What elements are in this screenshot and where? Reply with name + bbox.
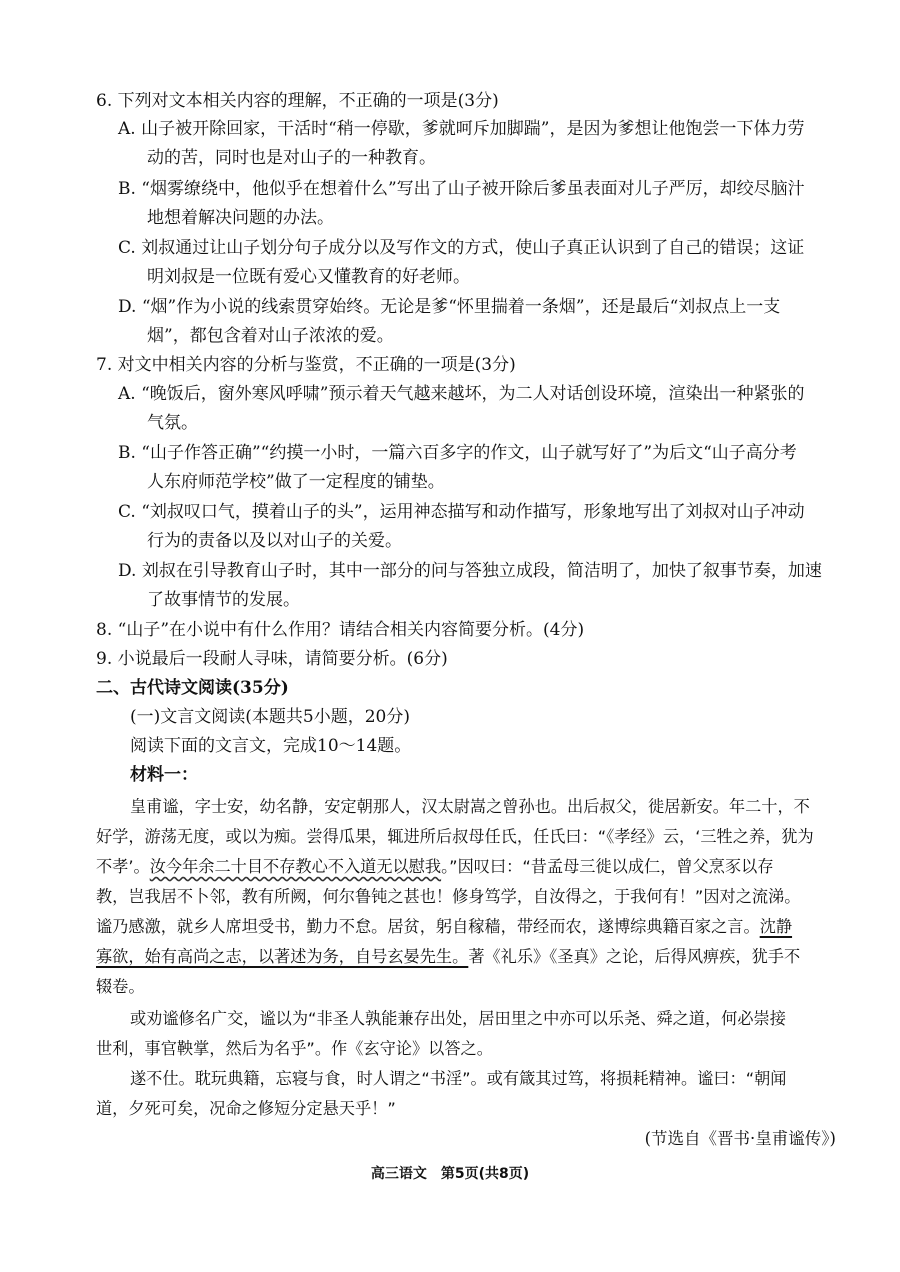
passage-p2-line1: 或劝谧修名广交，谧以为“非圣人孰能兼存出处，居田里之中亦可以乐尧、舜之道，何必崇接 bbox=[130, 1009, 786, 1028]
q6-option-a-line2: 动的苦，同时也是对山子的一种教育。 bbox=[147, 148, 436, 168]
q6-option-a-line1: A. 山子被开除回家，干活时“稍一停歇，爹就呵斥加脚踹”，是因为爹想让他饱尝一下体力劳 bbox=[118, 119, 805, 139]
passage-source: (节选自《晋书·皇甫谧传》) bbox=[644, 1129, 836, 1148]
q7-option-b-line2: 人东府师范学校”做了一定程度的铺垫。 bbox=[147, 472, 445, 492]
passage-p1-line3 bbox=[96, 856, 774, 878]
q6-option-b-line2: 地想着解决问题的办法。 bbox=[147, 208, 334, 228]
passage-text: 。”因叹曰：“昔孟母三徙以成仁，曾父烹豕以存 bbox=[441, 857, 774, 876]
q7-option-c-line2: 行为的责备以及以对山子的关爱。 bbox=[147, 531, 402, 551]
passage-p3-line2: 道，夕死可矣，况命之修短分定悬天乎！” bbox=[96, 1099, 396, 1118]
material-1-label: 材料一： bbox=[130, 765, 198, 785]
passage-p1-line1: 皇甫谧，字士安，幼名静，安定朝那人，汉太尉嵩之曾孙也。出后叔父，徙居新安。年二十，不 bbox=[130, 797, 810, 816]
q8-stem: 8. “山子”在小说中有什么作用？请结合相关内容简要分析。(4分) bbox=[96, 620, 585, 640]
q7-option-a-line1: A. “晚饭后，窗外寒风呼啸”预示着天气越来越坏，为二人对话创设环境，渲染出一种紧张的 bbox=[118, 384, 805, 404]
q7-option-d-line2: 了故事情节的发展。 bbox=[147, 590, 300, 610]
q6-option-d-line2: 烟”，都包含着对山子浓浓的爱。 bbox=[147, 326, 394, 346]
q6-option-c-line2: 明刘叔是一位既有爱心又懂教育的好老师。 bbox=[147, 267, 470, 287]
q6-stem: 6. 下列对文本相关内容的理解，不正确的一项是(3分) bbox=[96, 91, 499, 111]
passage-p1-line7: 辍卷。 bbox=[96, 977, 145, 996]
passage-p1-line2: 好学，游荡无度，或以为痴。尝得瓜果，辄进所后叔母任氏，任氏曰：“《孝经》云，‘三牲之养，犹为 bbox=[96, 827, 814, 846]
q7-option-b-line1: B. “山子作答正确”“约摸一小时，一篇六百多字的作文，山子就写好了”为后文“山子高分考 bbox=[118, 443, 797, 463]
q9-stem: 9. 小说最后一段耐人寻味，请简要分析。(6分) bbox=[96, 649, 448, 669]
q7-option-c-line1: C. “刘叔叹口气，摸着山子的头”，运用神态描写和动作描写，形象地写出了刘叔对山子冲动 bbox=[118, 502, 805, 522]
q7-stem: 7. 对文中相关内容的分析与鉴赏，不正确的一项是(3分) bbox=[96, 355, 516, 375]
q6-option-d-line1: D. “烟”作为小说的线索贯穿始终。无论是爹“怀里揣着一条烟”，还是最后“刘叔点上一支 bbox=[118, 297, 781, 317]
passage-p1-line6 bbox=[96, 946, 800, 968]
passage-text: 不孝’。 bbox=[96, 857, 150, 876]
passage-text: 谧乃感激，就乡人席坦受书，勤力不怠。居贫，躬自稼穑，带经而农，遂博综典籍百家之言。 bbox=[96, 917, 760, 936]
passage-p1-line4: 教，岂我居不卜邻，教有所阙，何尔鲁钝之甚也！修身笃学，自汝得之，于我何有！”因对之流涕。 bbox=[96, 887, 801, 906]
passage-text: 著《礼乐》《圣真》之论，后得风痹疾，犹手不 bbox=[468, 947, 801, 966]
page-footer: 高三语文 第5页(共8页) bbox=[370, 1166, 530, 1182]
passage-p2-line2: 世利，事官鞅掌，然后为名乎”。作《玄守论》以答之。 bbox=[96, 1039, 493, 1058]
subsection-1-heading: (一)文言文阅读(本题共5小题，20分) bbox=[130, 707, 410, 727]
q7-option-a-line2: 气氛。 bbox=[147, 413, 198, 433]
q6-option-b-line1: B. “烟雾缭绕中，他似乎在想着什么”写出了山子被开除后爹虽表面对儿子严厉，却绞尽脑汁 bbox=[118, 179, 805, 199]
underlined-sentence: 寡欲，始有高尚之志，以著述为务，自号玄晏先生。 bbox=[96, 947, 469, 966]
q6-option-c-line1: C. 刘叔通过让山子划分句子成分以及写作文的方式，使山子真正认识到了自己的错误；这证 bbox=[118, 238, 805, 258]
section-2-heading: 二、古代诗文阅读(35分) bbox=[96, 678, 289, 698]
passage-p1-line5 bbox=[96, 916, 792, 938]
q7-option-d-line1: D. 刘叔在引导教育山子时，其中一部分的问与答独立成段，简洁明了，加快了叙事节奏，加速 bbox=[118, 561, 822, 581]
passage-p3-line1: 遂不仕。耽玩典籍，忘寝与食，时人谓之“书淫”。或有箴其过笃，将损耗精神。谧曰：“朝闻 bbox=[130, 1069, 787, 1088]
reading-instruction: 阅读下面的文言文，完成10～14题。 bbox=[130, 736, 412, 756]
wavy-underlined-sentence: 汝今年余二十目不存教心不入道无以慰我 bbox=[149, 857, 442, 876]
underlined-sentence: 沈静 bbox=[759, 917, 793, 936]
